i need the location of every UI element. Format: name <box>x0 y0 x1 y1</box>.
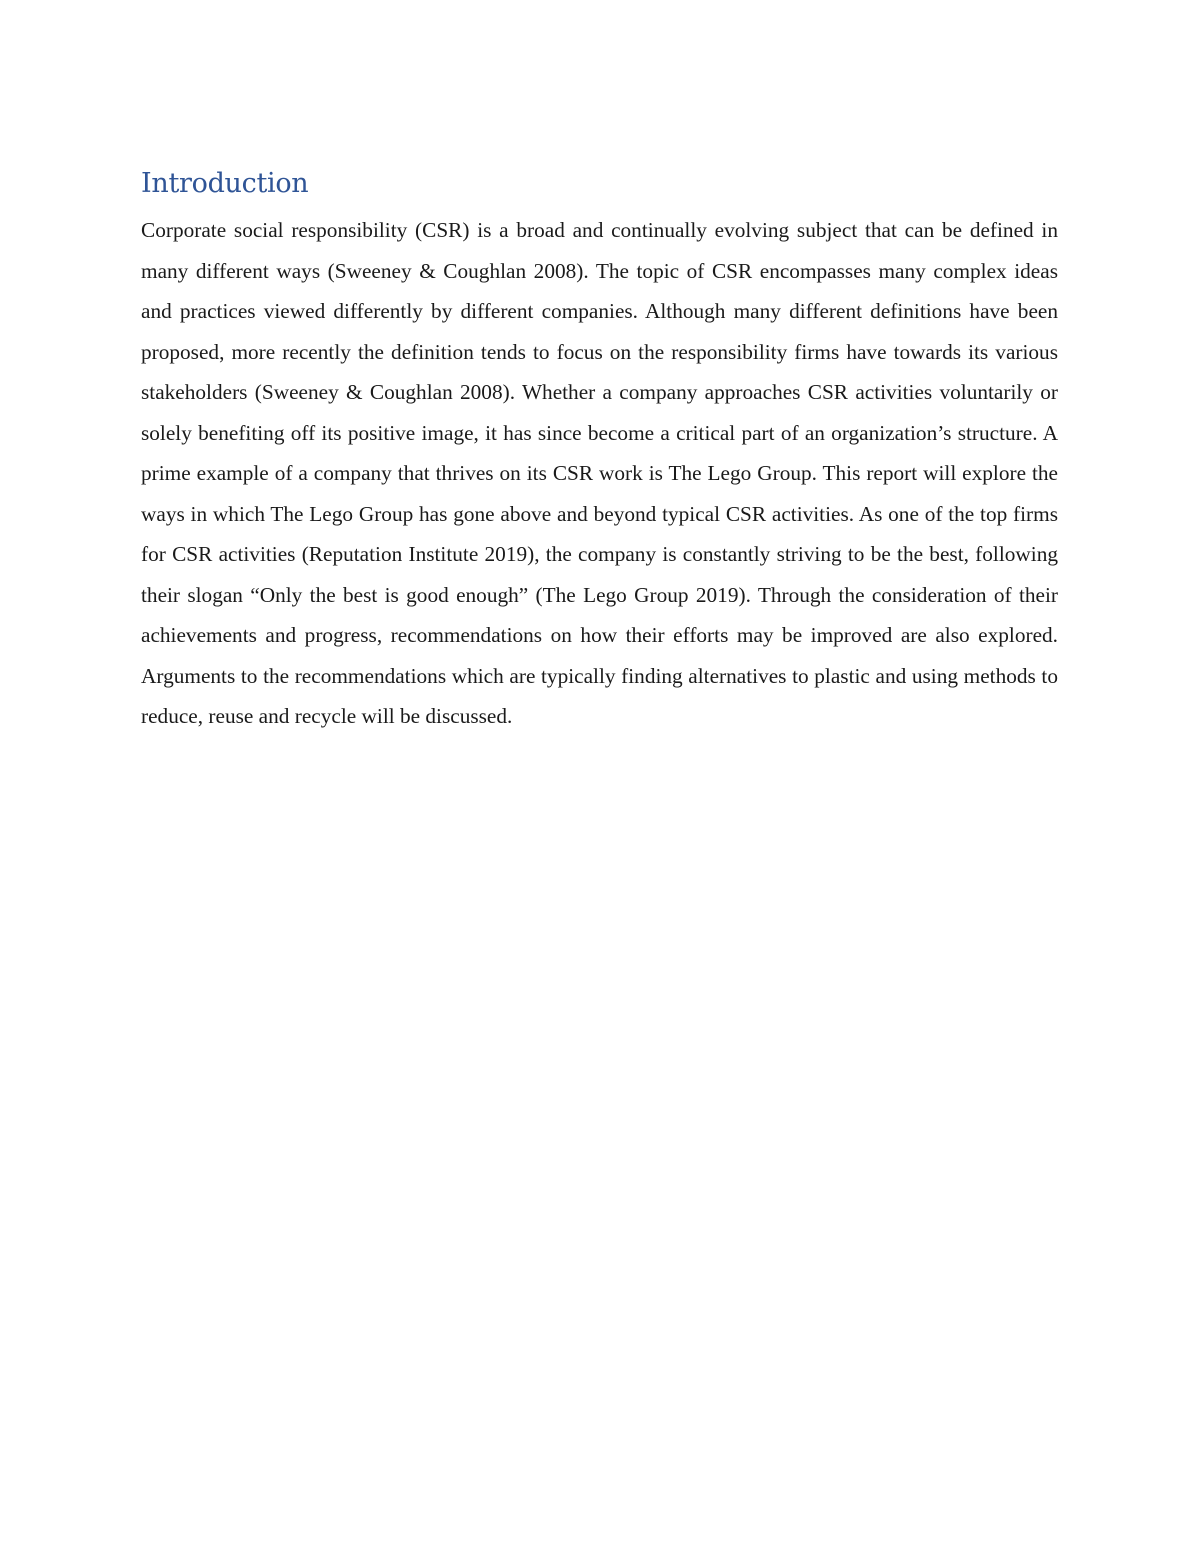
introduction-paragraph: Corporate social responsibility (CSR) is a broad and continually evolving subject that can be defined in many different ways (Sweeney & Coughlan 2008). The topic of CSR encompasses many complex ideas and practices viewed differently by different companies. Although many different definitions have been proposed, more recently the definition tends to focus on the responsibility firms have towards its various stakeholders (Sweeney & Coughlan 2008). Whether a company approaches CSR activities voluntarily or solely benefiting off its positive image, it has since become a critical part of an organization’s structure. A prime example of a company that thrives on its CSR work is The Lego Group. This report will explore the ways in which The Lego Group has gone above and beyond typical CSR activities. As one of the top firms for CSR activities (Reputation Institute 2019), the company is constantly striving to be the best, following their slogan “Only the best is good enough” (The Lego Group 2019). Through the consideration of their achievements and progress, recommendations on how their efforts may be improved are also explored. Arguments to the recommendations which are typically finding alternatives to plastic and using methods to reduce, reuse and recycle will be discussed. <box>141 218 1058 728</box>
section-heading: Introduction <box>141 168 309 199</box>
document-content <box>141 164 1058 737</box>
